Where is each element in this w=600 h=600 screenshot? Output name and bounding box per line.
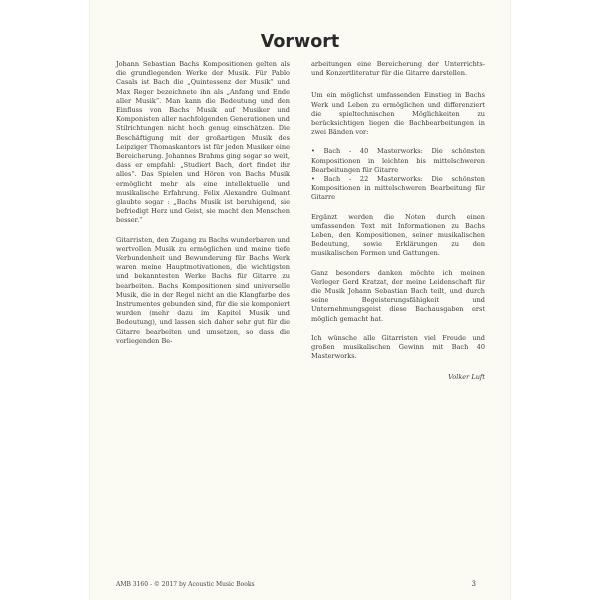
signature: Volker Luft <box>448 373 485 382</box>
document-page <box>90 0 510 600</box>
left-column <box>116 60 290 356</box>
right-column <box>311 60 485 393</box>
page-number: 3 <box>471 580 476 588</box>
bullet-item: • Bach - 40 Masterworks: Die schönsten Kompositionen in leichten bis mittelschweren Bearbeitungen für Gitarre <box>311 147 485 174</box>
paragraph: Um ein möglichst umfassenden Einstieg in Bachs Werk und Leben zu ermöglichen und differenziert die spieltechnischen Möglichkeiten zu berücksichtigen liegen die Bachbearbeitungen in zwei Bänden vor: <box>311 91 485 137</box>
footer-copyright: AMB 3160 - © 2017 by Acoustic Music Books <box>116 581 255 588</box>
bullet-item: • Bach - 22 Masterworks: Die schönsten Kompositionen in mittelschweren Bearbeitung für Gitarre <box>311 175 485 202</box>
page-title: Vorwort <box>260 32 340 52</box>
paragraph: Gitarristen, den Zugang zu Bachs wunderbaren und wertvollen Musik zu ermöglichen und meine tiefe Verbundenheit und Bewunderung für Bachs Werk waren meine Hauptmotivationen, die wichtigsten und bekanntesten Werke Bachs für Gitarre zu bearbeiten. Bachs Kompositionen sind universelle Musik, die in der Regel nicht an die Klangfarbe des Instrumentes gebunden sind, für die sie komponiert wurden (mehr dazu im Kapitel Musik und Bedeutung), und lassen sich daher sehr gut für die Gitarre bearbeiten und umsetzen, so dass die vorliegenden Be- <box>116 235 290 345</box>
paragraph: Johann Sebastian Bachs Kompositionen gelten als die grundlegenden Werke der Musik. Für Pablo Casals ist Bach die „Quintessenz der Musik“ und Max Reger bezeichnete ihn als „Anfang und Ende aller Musik“. Man kann die Bedeutung und den Einfluss von Bachs Musik auf Musiker und Komponisten aller nachfolgenden Generationen und Stilrichtungen nicht hoch genug einschätzen. Die Beschäftigung mit der großartigen Musik des Leipziger Thomaskantors ist für jeden Musiker eine Bereicherung. Johannes Brahms ging sogar so weit, dass er empfahl: „Studiert Bach, dort findet ihr alles“. Das Spielen und Hören von Bachs Musik ermöglicht mehr als eine intellektuelle und musikalische Erfahrung. Felix Alexandre Gulmant glaubte sogar : „Bachs Musik ist beruhigend, sie befriedigt Herz und Geist, sie macht den Menschen besser.“ <box>116 60 290 225</box>
paragraph: Ganz besonders danken möchte ich meinen Verleger Gerd Kratzat, der meine Leidenschaft für die Musik Johann Sebastian Bach teilt, und durch seine Begeisterungsfähigkeit und Unternehmungsgeist diese Bachausgaben erst möglich gemacht hat. <box>311 268 485 323</box>
paragraph: Ergänzt werden die Noten durch einen umfassenden Text mit Informationen zu Bachs Leben, den Kompositionen, seiner musikalischen Bedeutung, sowie Erklärungen zu den musikalischen Formen und Gattungen. <box>311 212 485 258</box>
paragraph: Ich wünsche alle Gitarristen viel Freude und großen musikalischen Gewinn mit Bach 40 Masterworks. <box>311 333 485 361</box>
paragraph: arbeitungen eine Bereicherung der Unterrichts- und Konzertliteratur für die Gitarre darstellen. <box>311 60 485 78</box>
